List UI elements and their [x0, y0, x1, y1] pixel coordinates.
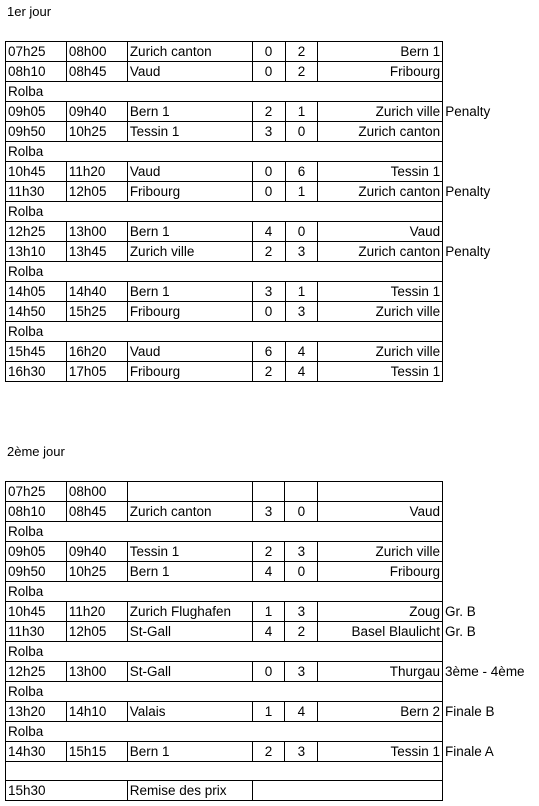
match-note — [443, 302, 539, 322]
ceremony-blank-cell — [252, 781, 442, 801]
home-score-cell: 4 — [252, 562, 285, 582]
start-time-cell: 08h10 — [6, 62, 67, 82]
away-score-cell: 1 — [285, 282, 318, 302]
away-team-cell: Zurich ville — [318, 342, 443, 362]
match-row — [6, 702, 539, 722]
start-time-cell: 07h25 — [6, 482, 67, 502]
break-label-cell: Rolba — [6, 262, 443, 282]
match-row — [6, 222, 539, 242]
home-team-cell: Bern 1 — [127, 222, 252, 242]
end-time-cell: 11h20 — [66, 162, 127, 182]
start-time-cell: 14h50 — [6, 302, 67, 322]
home-team-cell: Bern 1 — [127, 102, 252, 122]
break-label-cell: Rolba — [6, 642, 443, 662]
start-time-cell: 10h45 — [6, 162, 67, 182]
break-row — [6, 322, 539, 342]
start-time-cell: 13h10 — [6, 242, 67, 262]
ceremony-label-cell: Remise des prix — [127, 781, 252, 801]
match-row — [6, 42, 539, 62]
match-row — [6, 182, 539, 202]
away-team-cell — [318, 482, 443, 502]
break-row — [6, 722, 539, 742]
home-score-cell: 2 — [252, 242, 285, 262]
away-score-cell: 3 — [285, 742, 318, 762]
match-note: 3ème - 4ème — [445, 664, 525, 679]
break-row — [6, 142, 539, 162]
away-score-cell: 4 — [285, 342, 318, 362]
match-row — [6, 242, 539, 262]
home-score-cell: 1 — [252, 602, 285, 622]
ceremony-time-cell: 15h30 — [6, 781, 128, 801]
away-team-cell: Fribourg — [318, 62, 443, 82]
match-row — [6, 562, 539, 582]
home-team-cell: Vaud — [127, 162, 252, 182]
home-score-cell: 2 — [252, 542, 285, 562]
match-row — [6, 622, 539, 642]
break-label-cell: Rolba — [6, 142, 443, 162]
break-label-cell: Rolba — [6, 202, 443, 222]
end-time-cell: 08h00 — [66, 42, 127, 62]
end-time-cell: 12h05 — [66, 622, 127, 642]
away-score-cell: 0 — [285, 502, 318, 522]
match-note — [443, 342, 539, 362]
day1-schedule-table — [5, 41, 539, 382]
day1-title: 1er jour — [7, 4, 52, 19]
away-team-cell: Bern 1 — [318, 42, 443, 62]
match-note — [443, 62, 539, 82]
away-team-cell: Zurich ville — [318, 102, 443, 122]
home-team-cell: Valais — [127, 702, 252, 722]
match-note: Gr. B — [445, 604, 476, 619]
break-label-cell: Rolba — [6, 682, 443, 702]
home-team-cell: Fribourg — [127, 362, 252, 382]
empty-note — [443, 781, 539, 801]
break-row — [6, 202, 539, 222]
match-row — [6, 282, 539, 302]
start-time-cell: 15h45 — [6, 342, 67, 362]
match-note — [443, 362, 539, 382]
away-score-cell: 4 — [285, 702, 318, 722]
start-time-cell: 09h50 — [6, 562, 67, 582]
home-team-cell: Zurich ville — [127, 242, 252, 262]
match-row — [6, 602, 539, 622]
match-note — [443, 122, 539, 142]
start-time-cell: 09h05 — [6, 542, 67, 562]
match-row — [6, 302, 539, 322]
match-note — [443, 42, 539, 62]
home-score-cell: 3 — [252, 122, 285, 142]
break-row — [6, 262, 539, 282]
break-label-cell: Rolba — [6, 322, 443, 342]
match-row — [6, 122, 539, 142]
match-note: Gr. B — [445, 624, 476, 639]
break-row — [6, 682, 539, 702]
away-score-cell: 1 — [285, 182, 318, 202]
home-team-cell: Bern 1 — [127, 742, 252, 762]
match-row — [6, 62, 539, 82]
home-score-cell: 0 — [252, 162, 285, 182]
home-team-cell: Bern 1 — [127, 282, 252, 302]
start-time-cell: 10h45 — [6, 602, 67, 622]
match-row — [6, 162, 539, 182]
end-time-cell: 15h25 — [66, 302, 127, 322]
end-time-cell: 10h25 — [66, 562, 127, 582]
away-team-cell: Bern 2 — [318, 702, 443, 722]
away-team-cell: Tessin 1 — [318, 282, 443, 302]
match-note — [443, 162, 539, 182]
home-team-cell: Tessin 1 — [127, 542, 252, 562]
empty-note — [443, 522, 539, 542]
home-score-cell: 2 — [252, 362, 285, 382]
home-score-cell — [252, 482, 285, 502]
end-time-cell: 08h45 — [66, 502, 127, 522]
home-team-cell — [127, 482, 252, 502]
empty-note — [443, 582, 539, 602]
away-score-cell: 4 — [285, 362, 318, 382]
away-score-cell: 2 — [285, 42, 318, 62]
away-team-cell: Tessin 1 — [318, 742, 443, 762]
home-score-cell: 6 — [252, 342, 285, 362]
home-team-cell: Vaud — [127, 342, 252, 362]
away-team-cell: Zurich canton — [318, 182, 443, 202]
start-time-cell: 11h30 — [6, 182, 67, 202]
empty-note — [443, 762, 539, 781]
away-score-cell: 3 — [285, 302, 318, 322]
break-label-cell: Rolba — [6, 82, 443, 102]
away-team-cell: Zoug — [318, 602, 443, 622]
away-score-cell: 2 — [285, 622, 318, 642]
away-score-cell: 3 — [285, 662, 318, 682]
home-score-cell: 0 — [252, 42, 285, 62]
away-team-cell: Zurich canton — [318, 122, 443, 142]
home-team-cell: Zurich Flughafen — [127, 602, 252, 622]
match-row — [6, 502, 539, 522]
away-score-cell: 3 — [285, 542, 318, 562]
break-label-cell — [6, 762, 443, 781]
home-team-cell: Bern 1 — [127, 562, 252, 582]
away-team-cell: Vaud — [318, 222, 443, 242]
match-note — [443, 222, 539, 242]
end-time-cell: 17h05 — [66, 362, 127, 382]
start-time-cell: 12h25 — [6, 662, 67, 682]
end-time-cell: 13h45 — [66, 242, 127, 262]
empty-note — [443, 202, 539, 222]
end-time-cell: 15h15 — [66, 742, 127, 762]
break-label-cell: Rolba — [6, 582, 443, 602]
home-score-cell: 1 — [252, 702, 285, 722]
empty-note — [443, 142, 539, 162]
break-row — [6, 82, 539, 102]
home-team-cell: Zurich canton — [127, 42, 252, 62]
home-score-cell: 0 — [252, 62, 285, 82]
end-time-cell: 10h25 — [66, 122, 127, 142]
away-team-cell: Tessin 1 — [318, 162, 443, 182]
empty-note — [443, 682, 539, 702]
match-note: Penalty — [445, 104, 491, 119]
end-time-cell: 09h40 — [66, 542, 127, 562]
away-score-cell: 0 — [285, 222, 318, 242]
home-score-cell: 0 — [252, 182, 285, 202]
match-row — [6, 362, 539, 382]
home-team-cell: Fribourg — [127, 182, 252, 202]
away-score-cell: 3 — [285, 602, 318, 622]
end-time-cell: 16h20 — [66, 342, 127, 362]
start-time-cell: 16h30 — [6, 362, 67, 382]
away-team-cell: Basel Blaulicht — [318, 622, 443, 642]
home-team-cell: Tessin 1 — [127, 122, 252, 142]
break-label-cell: Rolba — [6, 722, 443, 742]
start-time-cell: 13h20 — [6, 702, 67, 722]
match-row — [6, 102, 539, 122]
end-time-cell: 14h10 — [66, 702, 127, 722]
end-time-cell: 08h00 — [66, 482, 127, 502]
match-note — [443, 282, 539, 302]
ceremony-row — [6, 781, 539, 801]
home-score-cell: 3 — [252, 502, 285, 522]
day2-schedule-table — [5, 481, 539, 801]
match-note — [443, 562, 539, 582]
away-score-cell: 3 — [285, 242, 318, 262]
away-score-cell: 1 — [285, 102, 318, 122]
home-team-cell: Zurich canton — [127, 502, 252, 522]
away-team-cell: Zurich canton — [318, 242, 443, 262]
away-team-cell: Tessin 1 — [318, 362, 443, 382]
end-time-cell: 09h40 — [66, 102, 127, 122]
end-time-cell: 11h20 — [66, 602, 127, 622]
day2-schedule-body — [6, 482, 539, 801]
away-score-cell: 6 — [285, 162, 318, 182]
start-time-cell: 08h10 — [6, 502, 67, 522]
home-score-cell: 0 — [252, 302, 285, 322]
day2-title: 2ème jour — [7, 444, 65, 459]
home-score-cell: 3 — [252, 282, 285, 302]
home-score-cell: 4 — [252, 622, 285, 642]
start-time-cell: 09h05 — [6, 102, 67, 122]
away-team-cell: Zurich ville — [318, 302, 443, 322]
empty-note — [443, 642, 539, 662]
away-score-cell: 0 — [285, 122, 318, 142]
end-time-cell: 08h45 — [66, 62, 127, 82]
away-score-cell: 0 — [285, 562, 318, 582]
away-score-cell: 2 — [285, 62, 318, 82]
match-note — [443, 502, 539, 522]
match-note: Penalty — [445, 184, 491, 199]
match-note: Finale B — [445, 704, 495, 719]
match-note: Penalty — [445, 244, 491, 259]
empty-note — [443, 82, 539, 102]
end-time-cell: 12h05 — [66, 182, 127, 202]
start-time-cell: 09h50 — [6, 122, 67, 142]
start-time-cell: 12h25 — [6, 222, 67, 242]
away-team-cell: Thurgau — [318, 662, 443, 682]
break-row — [6, 582, 539, 602]
match-row — [6, 482, 539, 502]
home-score-cell: 2 — [252, 102, 285, 122]
match-note — [443, 482, 539, 502]
break-row — [6, 522, 539, 542]
break-label-cell: Rolba — [6, 522, 443, 542]
home-score-cell: 2 — [252, 742, 285, 762]
start-time-cell: 14h05 — [6, 282, 67, 302]
empty-note — [443, 262, 539, 282]
match-row — [6, 542, 539, 562]
home-team-cell: Fribourg — [127, 302, 252, 322]
away-team-cell: Vaud — [318, 502, 443, 522]
break-row — [6, 762, 539, 781]
away-score-cell — [285, 482, 318, 502]
match-note: Finale A — [445, 744, 494, 759]
match-row — [6, 662, 539, 682]
match-note — [443, 542, 539, 562]
end-time-cell: 13h00 — [66, 222, 127, 242]
start-time-cell: 07h25 — [6, 42, 67, 62]
start-time-cell: 11h30 — [6, 622, 67, 642]
end-time-cell: 14h40 — [66, 282, 127, 302]
home-team-cell: Vaud — [127, 62, 252, 82]
match-row — [6, 742, 539, 762]
home-team-cell: St-Gall — [127, 622, 252, 642]
day1-schedule-body — [6, 42, 539, 382]
empty-note — [443, 322, 539, 342]
home-score-cell: 0 — [252, 662, 285, 682]
home-team-cell: St-Gall — [127, 662, 252, 682]
start-time-cell: 14h30 — [6, 742, 67, 762]
home-score-cell: 4 — [252, 222, 285, 242]
end-time-cell: 13h00 — [66, 662, 127, 682]
away-team-cell: Zurich ville — [318, 542, 443, 562]
away-team-cell: Fribourg — [318, 562, 443, 582]
empty-note — [443, 722, 539, 742]
break-row — [6, 642, 539, 662]
match-row — [6, 342, 539, 362]
